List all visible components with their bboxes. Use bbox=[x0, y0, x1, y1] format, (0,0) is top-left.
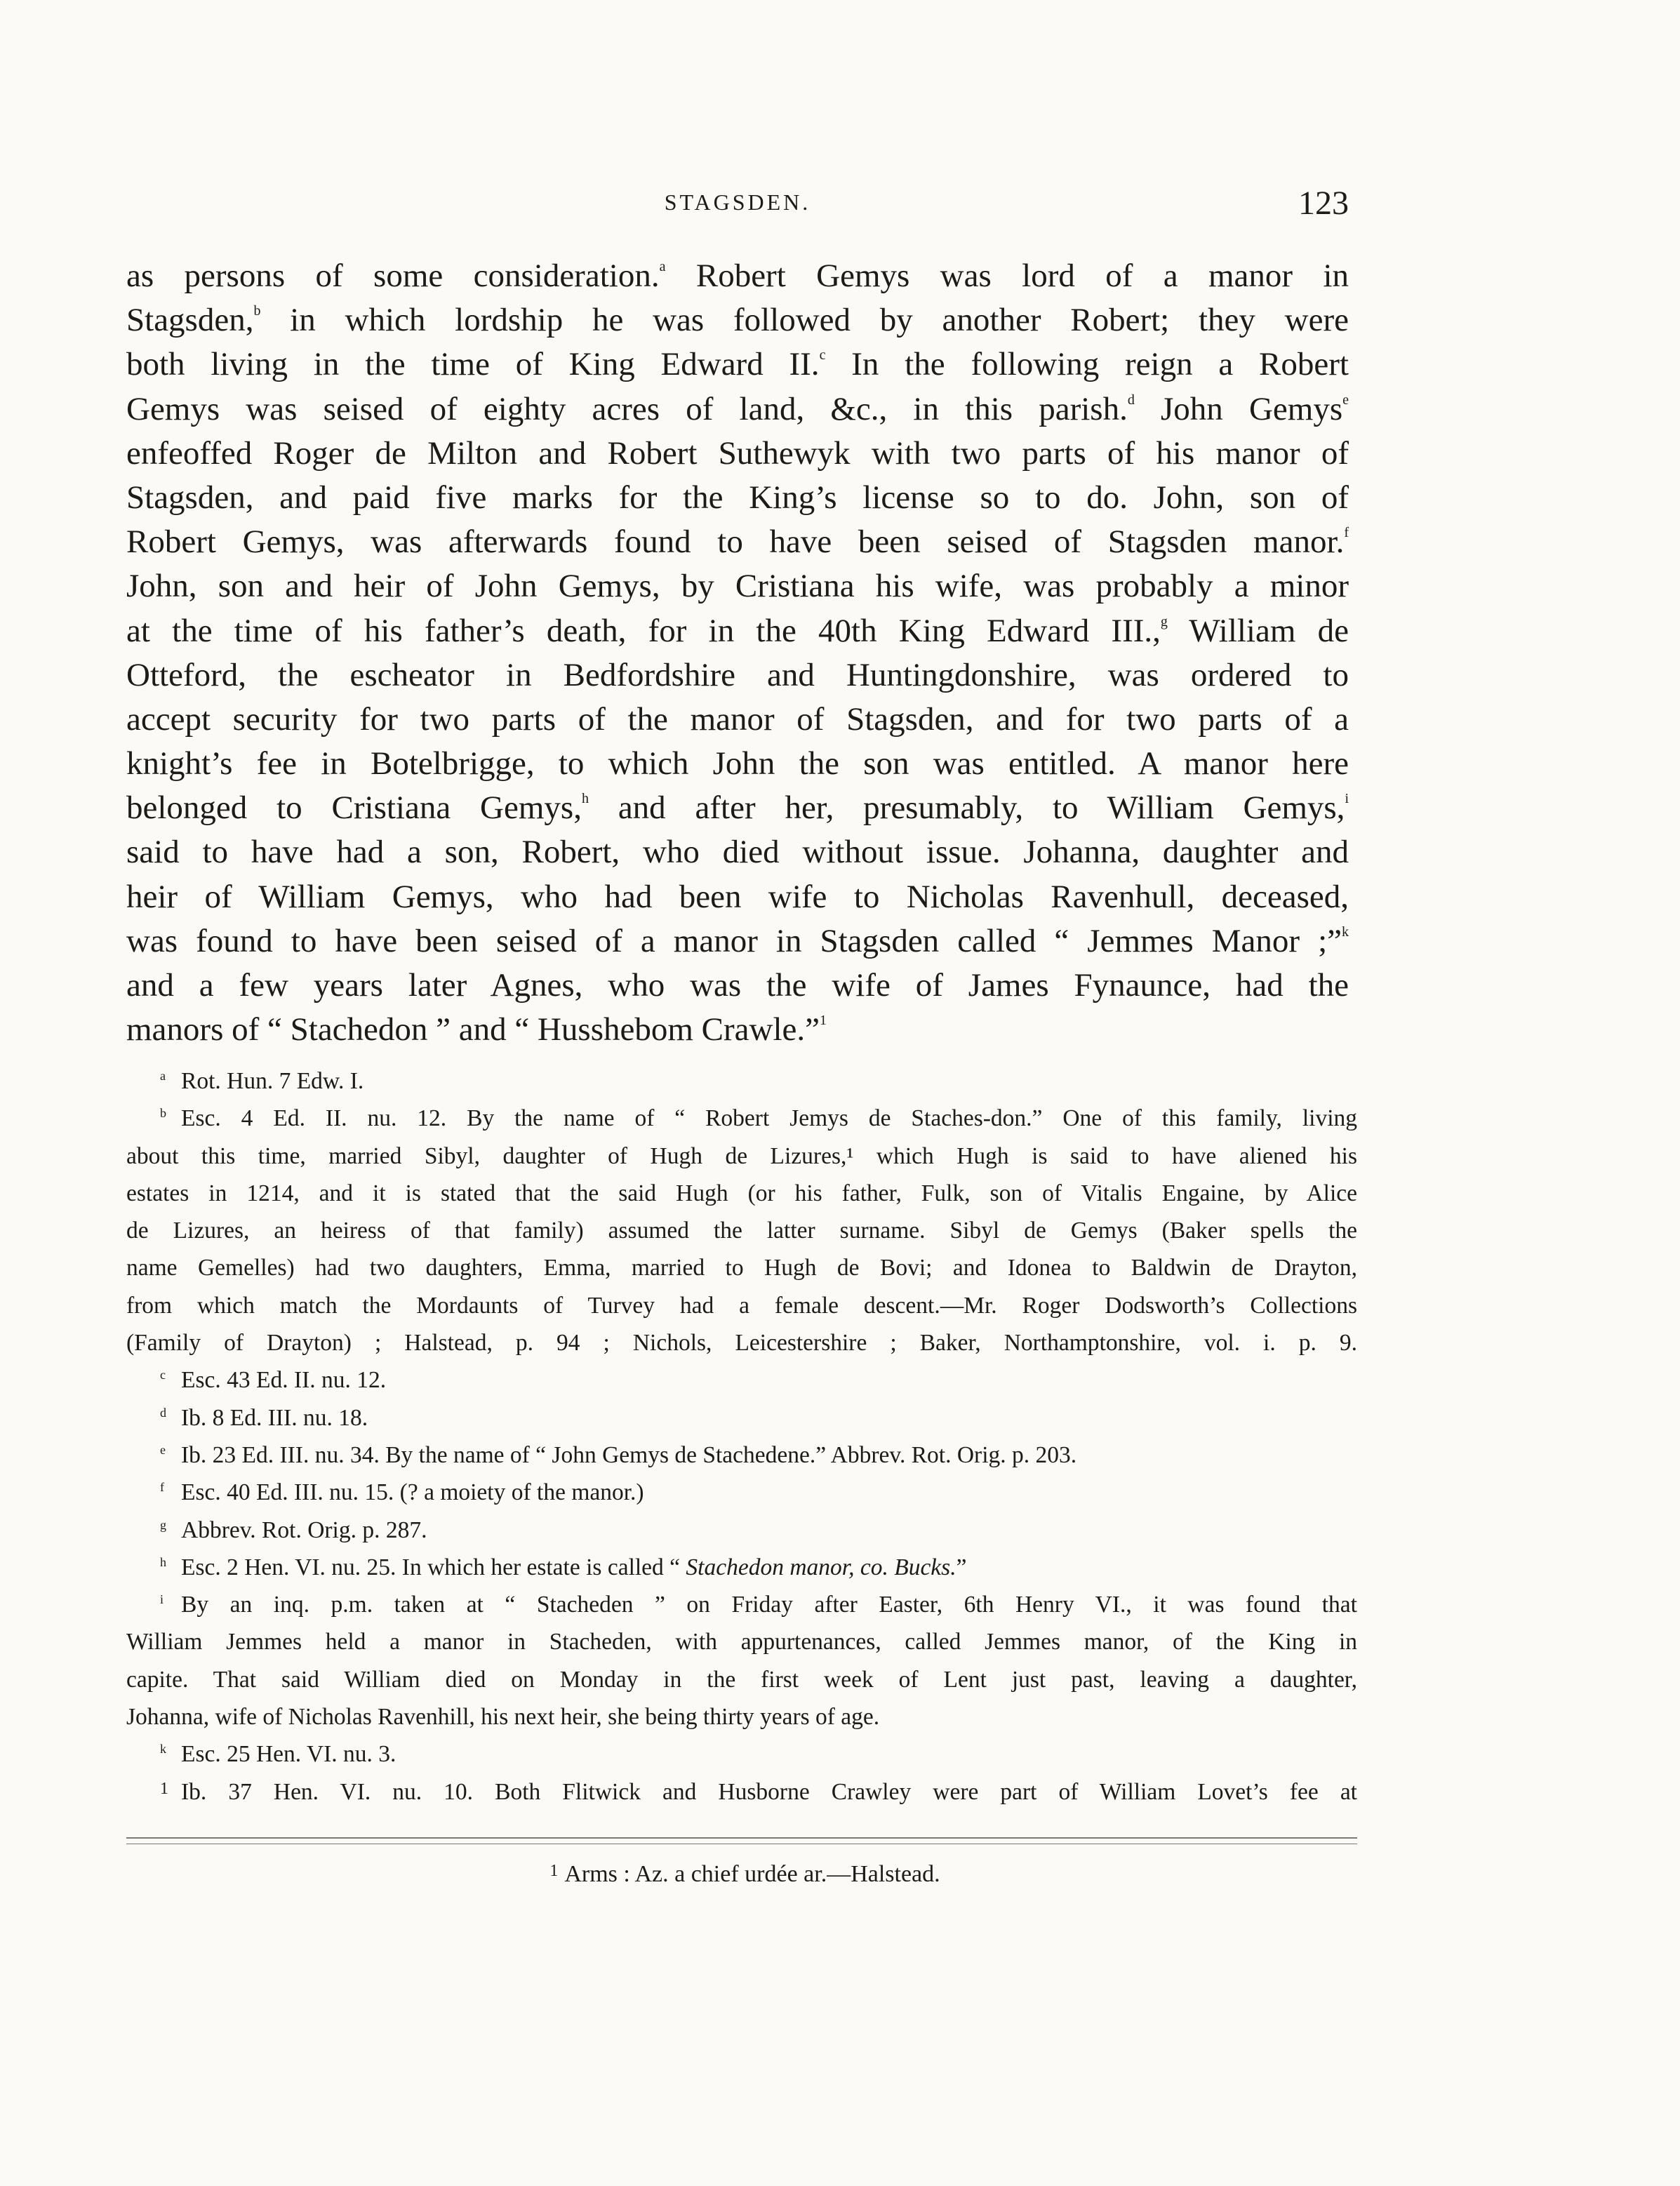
body-line: manors of “ Stachedon ” and “ Husshebom Crawle.”$^1$ bbox=[126, 1011, 827, 1048]
body-line: at the time of his father’s death, for in the 40th King Edward III.,$^g$ William de bbox=[126, 612, 1349, 649]
footnote-divider bbox=[126, 1837, 1357, 1839]
footnote-d: d Ib. 8 Ed. III. nu. 18. bbox=[160, 1404, 368, 1431]
body-line: accept security for two parts of the manor of Stagsden, and for two parts of a bbox=[126, 700, 1349, 738]
body-line: Gemys was seised of eighty acres of land, &c., in this parish.$^d$ John Gemys$^e$ bbox=[126, 390, 1349, 427]
footnote-i-cont: William Jemmes held a manor in Stacheden, with appurtenances, called Jemmes manor, of the King in bbox=[126, 1629, 1357, 1655]
body-line: Stagsden,$^b$ in which lordship he was followed by another Robert; they were bbox=[126, 302, 1349, 339]
footnote-i: i By an inq. p.m. taken at “ Stacheden ” on Friday after Easter, 6th Henry VI., it was found that bbox=[160, 1592, 1357, 1618]
footnote-ref: h bbox=[581, 791, 589, 807]
footnote-ref: a bbox=[659, 259, 666, 274]
footnote-l: 1 Ib. 37 Hen. VI. nu. 10. Both Flitwick and Husborne Crawley were part of William Lovet’s fee at bbox=[160, 1778, 1357, 1805]
body-line: both living in the time of King Edward II.$^c$ In the following reign a Robert bbox=[126, 346, 1349, 383]
footnote-ref: c bbox=[819, 347, 826, 364]
footnote-ref: g bbox=[1160, 613, 1168, 629]
footnote-ref: 1 bbox=[820, 1013, 827, 1029]
body-line: Robert Gemys, was afterwards found to have been seised of Stagsden manor.$^f$ bbox=[126, 524, 1349, 561]
footnote-ref: b bbox=[253, 303, 261, 319]
running-head bbox=[126, 184, 1349, 226]
footnote-e: e Ib. 23 Ed. III. nu. 34. By the name of “ John Gemys de Stachedene.” Abbrev. Rot. Orig. p. 203. bbox=[160, 1441, 1077, 1468]
footnote-k: k Esc. 25 Hen. VI. nu. 3. bbox=[160, 1741, 396, 1768]
footnote-b-cont: estates in 1214, and it is stated that the said Hugh (or his father, Fulk, son of Vitalis Engaine, by Alice bbox=[126, 1180, 1357, 1206]
body-line: belonged to Cristiana Gemys,$^h$ and after her, presumably, to William Gemys,$^i$ bbox=[126, 789, 1349, 827]
running-title: STAGSDEN. bbox=[664, 189, 811, 215]
footnote-b-cont: (Family of Drayton) ; Halstead, p. 94 ; Nichols, Leicestershire ; Baker, Northamptonshire, vol. i. p. 9. bbox=[126, 1330, 1357, 1357]
body-line: John, son and heir of John Gemys, by Cristiana his wife, was probably a minor bbox=[126, 568, 1349, 605]
arms-footnote: 1 Arms : Az. a chief urdée ar.—Halstead. bbox=[549, 1861, 940, 1887]
page-number: 123 bbox=[1298, 185, 1349, 222]
body-line: Otteford, the escheator in Bedfordshire and Huntingdonshire, was ordered to bbox=[126, 656, 1349, 693]
footnote-g: g Abbrev. Rot. Orig. p. 287. bbox=[160, 1517, 427, 1543]
footnote-ref: e bbox=[1342, 392, 1349, 408]
footnote-b: b Esc. 4 Ed. II. nu. 12. By the name of “ Robert Jemys de Staches-don.” One of this family, living bbox=[160, 1105, 1357, 1132]
footnote-i-cont: Johanna, wife of Nicholas Ravenhill, his next heir, she being thirty years of age. bbox=[126, 1704, 880, 1731]
footnote-ref: d bbox=[1127, 392, 1135, 408]
footnote-b-cont: about this time, married Sibyl, daughter of Hugh de Lizures,¹ which Hugh is said to have aliened his bbox=[126, 1142, 1357, 1169]
footnote-c: c Esc. 43 Ed. II. nu. 12. bbox=[160, 1367, 387, 1394]
body-line: was found to have been seised of a manor in Stagsden called “ Jemmes Manor ;”$^k$ bbox=[126, 922, 1349, 959]
footnote-a: a Rot. Hun. 7 Edw. I. bbox=[160, 1068, 364, 1094]
footnote-ref: i bbox=[1345, 791, 1349, 807]
body-line: as persons of some consideration.$^a$ Robert Gemys was lord of a manor in bbox=[126, 258, 1349, 294]
body-text bbox=[126, 254, 1349, 1052]
body-line: enfeoffed Roger de Milton and Robert Suthewyk with two parts of his manor of bbox=[126, 434, 1349, 472]
body-line: said to have had a son, Robert, who died without issue. Johanna, daughter and bbox=[126, 834, 1349, 871]
body-line: heir of William Gemys, who had been wife to Nicholas Ravenhull, deceased, bbox=[126, 878, 1349, 915]
body-line: knight’s fee in Botelbrigge, to which John the son was entitled. A manor here bbox=[126, 745, 1349, 782]
footnote-ref: k bbox=[1342, 924, 1349, 940]
body-line: and a few years later Agnes, who was the wife of James Fynaunce, had the bbox=[126, 967, 1349, 1004]
footnote-i-cont: capite. That said William died on Monday in the first week of Lent just past, leaving a daughter, bbox=[126, 1666, 1357, 1693]
footnote-h: h Esc. 2 Hen. VI. nu. 25. In which her estate is called “ Stachedon manor, co. Bucks.” bbox=[160, 1554, 967, 1580]
footnote-b-cont: name Gemelles) had two daughters, Emma, married to Hugh de Bovi; and Idonea to Baldwin de Drayton, bbox=[126, 1255, 1357, 1281]
footnote-b-cont: de Lizures, an heiress of that family) assumed the latter surname. Sibyl de Gemys (Baker spells the bbox=[126, 1218, 1357, 1244]
body-line: Stagsden, and paid five marks for the King’s license so to do. John, son of bbox=[126, 479, 1349, 516]
footnote-ref: f bbox=[1344, 525, 1349, 541]
footnote-f: f Esc. 40 Ed. III. nu. 15. (? a moiety of the manor.) bbox=[160, 1479, 644, 1506]
footnote-b-cont: from which match the Mordaunts of Turvey had a female descent.—Mr. Roger Dodsworth’s Collections bbox=[126, 1292, 1357, 1319]
footnotes bbox=[126, 1062, 1357, 1811]
